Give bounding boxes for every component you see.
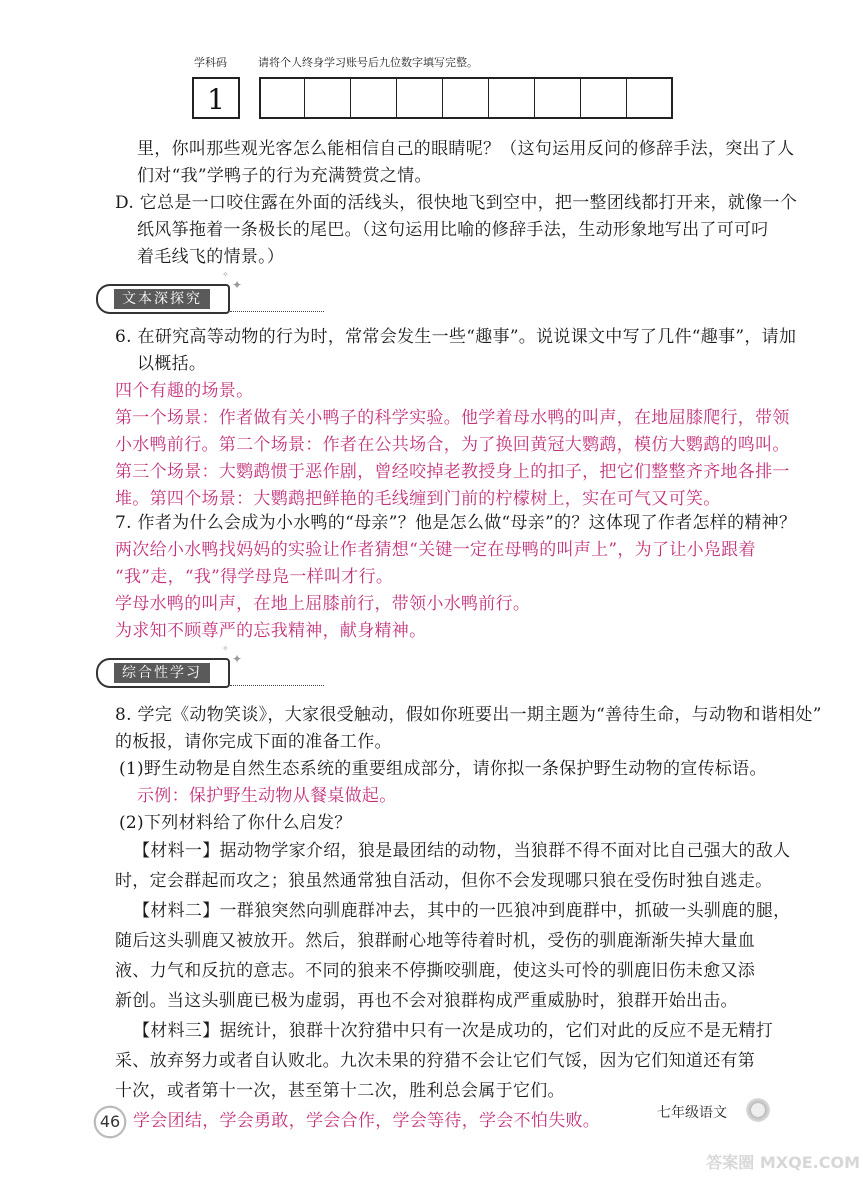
account-box-8[interactable] [581, 77, 627, 119]
account-box-7[interactable] [535, 77, 581, 119]
material-text: 十次，或者第十一次，甚至第十二次，胜利总会属于它们。 [115, 1081, 565, 1101]
subject-code-label: 学科码 [194, 56, 227, 69]
account-instruction: 请将个人终身学习账号后九位数字填写完整。 [258, 56, 478, 69]
subject-code-box[interactable] [192, 77, 240, 119]
account-box-5[interactable] [443, 77, 489, 119]
text-line: 着毛线飞的情景。） [137, 247, 285, 267]
sub-question-2: (2)下列材料给了你什么启发？ [119, 813, 352, 833]
answer-text: 为求知不顾尊严的忘我精神，献身精神。 [115, 621, 427, 641]
subject-code-digit: 1 [207, 83, 225, 116]
account-box-4[interactable] [397, 77, 443, 119]
book-label: 七年级语文 [657, 1105, 727, 1121]
sparkle-icon: ✦ [232, 652, 243, 666]
answer-text: 第三个场景：大鹦鹉惯于恶作剧，曾经咬掉老教授身上的扣子，把它们整整齐齐地各排一 [115, 462, 790, 482]
answer-text: 四个有趣的场景。 [115, 381, 254, 401]
sparkle-icon: ✧ [222, 270, 229, 279]
account-box-2[interactable] [305, 77, 351, 119]
account-box-6[interactable] [489, 77, 535, 119]
book-label-ornament [746, 1098, 770, 1122]
page-number: 46 [99, 1112, 121, 1131]
answer-text: 第一个场景：作者做有关小鸭子的科学实验。他学着母水鸭的叫声，在地屈膝爬行，带领 [115, 408, 790, 428]
section-header-text-exploration [96, 284, 230, 314]
question-text: 8. 学完《动物笑谈》，大家很受触动，假如你班要出一期主题为“善待生命，与动物和谐相处” [115, 705, 822, 725]
answer-text: 示例：保护野生动物从餐桌做起。 [137, 786, 397, 806]
question-text: 以概括。 [137, 354, 207, 374]
answer-text: 两次给小水鸭找妈妈的实验让作者猜想“关键一定在母鸭的叫声上”，为了让小凫跟着 [115, 540, 756, 560]
question-text: 6. 在研究高等动物的行为时，常常会发生一些“趣事”。说说课文中写了几件“趣事”，请加 [115, 327, 797, 347]
text-line: D. 它总是一口咬住露在外面的活线头，很快地飞到空中，把一整团线都打开来，就像一个 [115, 193, 798, 213]
question-text: 的板报，请你完成下面的准备工作。 [115, 732, 392, 752]
material-text: 【材料三】据统计，狼群十次狩猎中只有一次是成功的，它们对此的反应不是无精打 [133, 1021, 774, 1041]
answer-text: 小水鸭前行。第二个场景：作者在公共场合，为了换回黄冠大鹦鹉，模仿大鹦鹉的鸣叫。 [115, 435, 790, 455]
material-text: 液、力气和反抗的意志。不同的狼来不停撕咬驯鹿，使这头可怜的驯鹿旧伤未愈又添 [115, 961, 756, 981]
section-header-comprehensive-learning [96, 658, 230, 688]
sparkle-icon: ✧ [222, 644, 229, 653]
section-divider [230, 311, 324, 312]
watermark: 答案圈 MXQE.COM [706, 1153, 860, 1172]
answer-text: 学会团结，学会勇敢，学会合作，学会等待，学会不怕失败。 [133, 1111, 601, 1131]
material-text: 时，定会群起而攻之；狼虽然通常独自活动，但你不会发现哪只狼在受伤时独自逃走。 [115, 871, 773, 891]
answer-text: “我”走，“我”得学母凫一样叫才行。 [115, 567, 394, 587]
sparkle-icon: ✦ [232, 278, 243, 292]
text-line: 里，你叫那些观光客怎么能相信自己的眼睛呢？（这句运用反问的修辞手法，突出了人 [137, 139, 795, 159]
text-line: 纸风筝拖着一条极长的尾巴。（这句运用比喻的修辞手法，生动形象地写出了可可叼 [137, 220, 769, 240]
section-title: 文本深探究 [114, 289, 210, 309]
account-box-1[interactable] [259, 77, 305, 119]
answer-text: 堆。第四个场景：大鹦鹉把鲜艳的毛线缠到门前的柠檬树上，实在可气又可笑。 [115, 489, 721, 509]
account-box-3[interactable] [351, 77, 397, 119]
material-text: 【材料二】一群狼突然向驯鹿群冲去，其中的一匹狼冲到鹿群中，抓破一头驯鹿的腿， [133, 901, 791, 921]
answer-text: 学母水鸭的叫声，在地上屈膝前行，带领小水鸭前行。 [115, 594, 531, 614]
material-text: 随后这头驯鹿又被放开。然后，狼群耐心地等待着时机，受伤的驯鹿渐渐失掉大量血 [115, 931, 756, 951]
text-line: 们对“我”学鸭子的行为充满赞赏之情。 [137, 166, 432, 186]
sub-question-1: (1)野生动物是自然生态系统的重要组成部分，请你拟一条保护野生动物的宣传标语。 [119, 759, 767, 779]
section-divider [230, 685, 324, 686]
material-text: 新创。当这头驯鹿已极为虚弱，再也不会对狼群构成严重威胁时，狼群开始出击。 [115, 991, 738, 1011]
section-title: 综合性学习 [114, 663, 210, 683]
material-text: 【材料一】据动物学家介绍，狼是最团结的动物，当狼群不得不面对比自己强大的敌人 [133, 841, 791, 861]
question-text: 7. 作者为什么会成为小水鸭的“母亲”？他是怎么做“母亲”的？这体现了作者怎样的精神？ [115, 513, 797, 533]
material-text: 采、放弃努力或者自认败北。九次未果的狩猎不会让它们气馁，因为它们知道还有第 [115, 1051, 756, 1071]
